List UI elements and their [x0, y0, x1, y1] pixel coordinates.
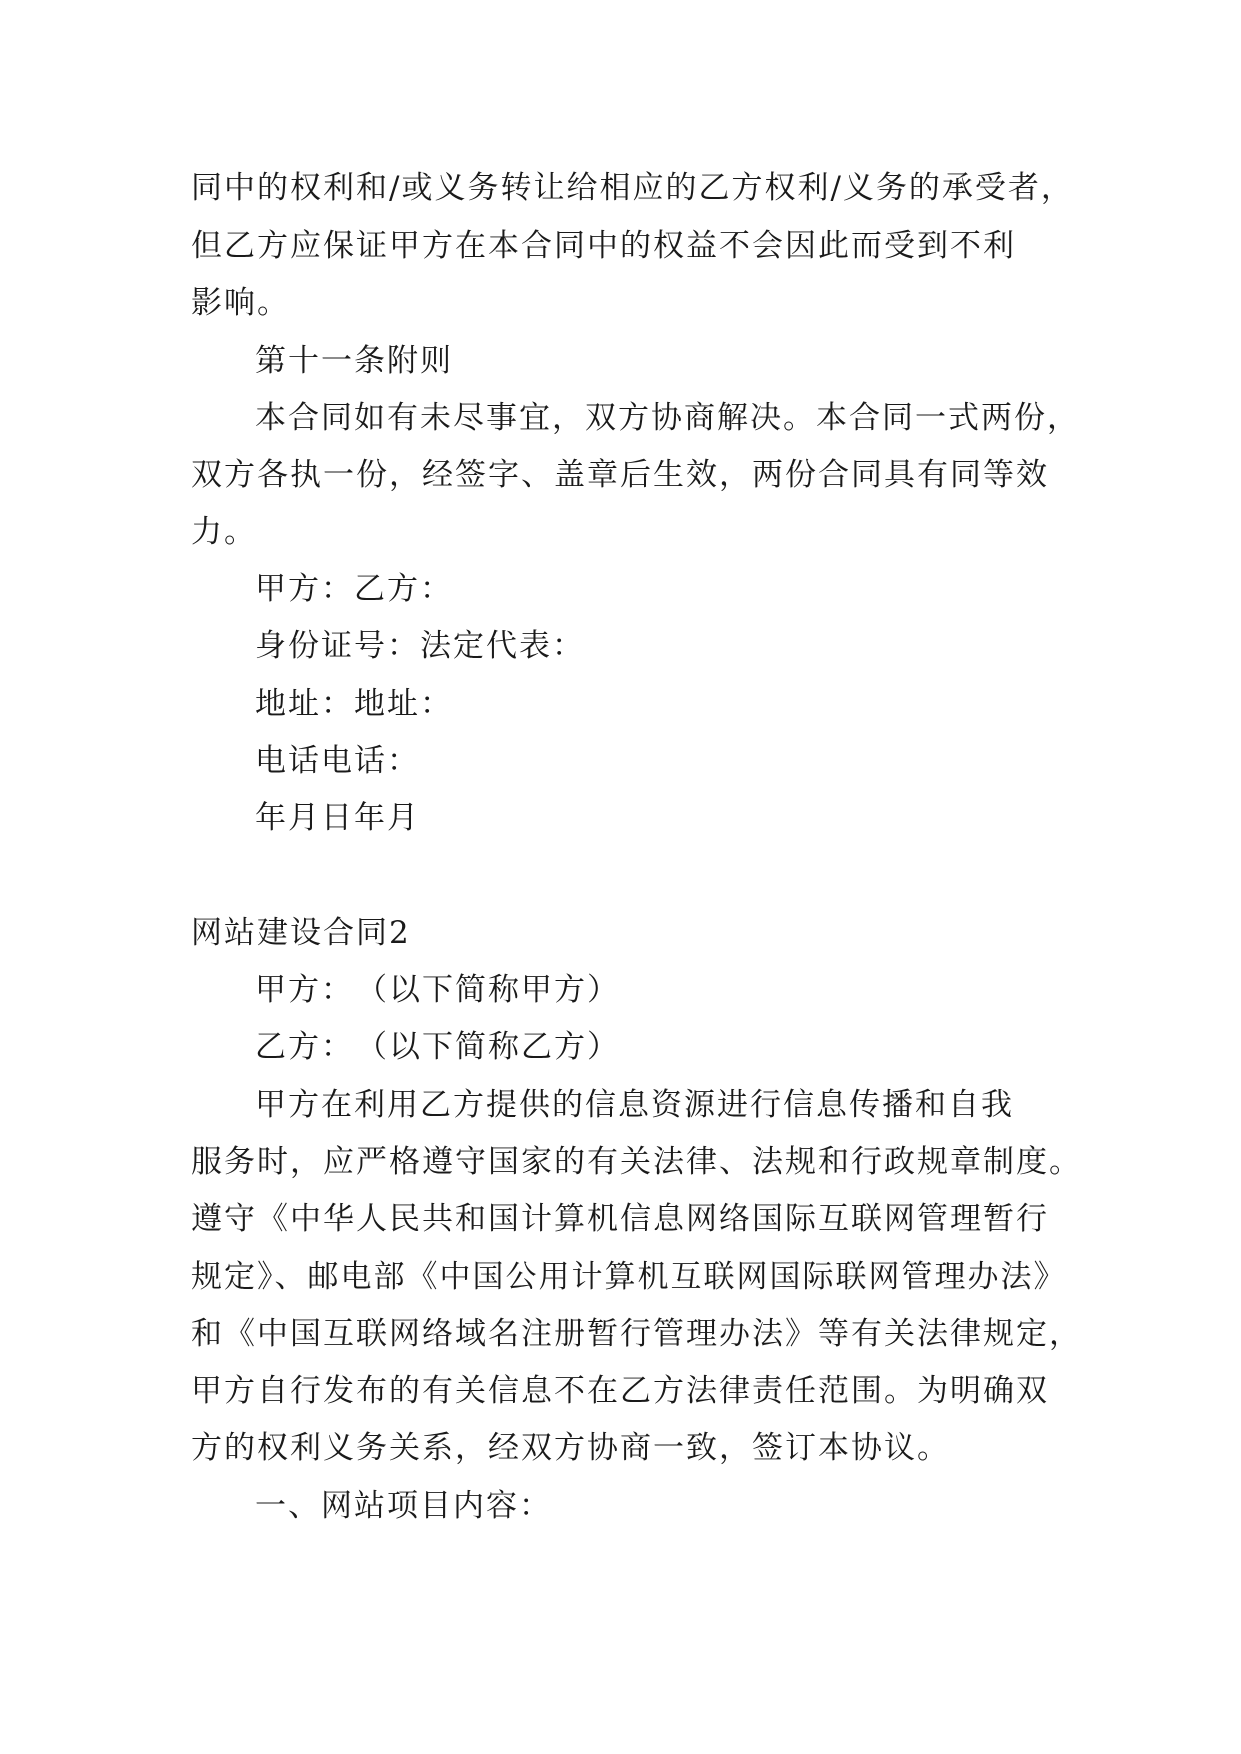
paragraph-line: 规定》、邮电部《中国公用计算机互联网国际联网管理办法》	[191, 1259, 1067, 1295]
document-title: 网站建设合同2	[191, 915, 411, 951]
paragraph-line: 甲方自行发布的有关信息不在乙方法律责任范围。为明确双	[191, 1373, 1049, 1409]
party-line: 乙方： （以下简称乙方）	[255, 1029, 620, 1065]
signature-line: 身份证号：法定代表：	[255, 628, 585, 664]
signature-line: 地址：地址：	[255, 686, 453, 722]
paragraph-line: 同中的权利和/或义务转让给相应的乙方权利/义务的承受者，	[191, 170, 1074, 206]
section-heading: 一、网站项目内容：	[255, 1488, 552, 1524]
signature-line: 电话电话：	[255, 743, 420, 779]
signature-line: 甲方：乙方：	[255, 571, 453, 607]
paragraph-line: 遵守《中华人民共和国计算机信息网络国际互联网管理暂行	[191, 1201, 1049, 1237]
signature-line: 年月日年月	[255, 800, 420, 836]
paragraph-line: 本合同如有未尽事宜，双方协商解决。本合同一式两份，	[255, 400, 1080, 436]
paragraph-line: 影响。	[191, 285, 290, 321]
party-line: 甲方： （以下简称甲方）	[255, 972, 620, 1008]
paragraph-line: 甲方在利用乙方提供的信息资源进行信息传播和自我	[255, 1087, 1014, 1123]
paragraph-line: 双方各执一份，经签字、盖章后生效，两份合同具有同等效	[191, 457, 1049, 493]
paragraph-line: 力。	[191, 514, 257, 550]
paragraph-line: 和《中国互联网络域名注册暂行管理办法》等有关法律规定，	[191, 1316, 1082, 1352]
section-heading: 第十一条附则	[255, 343, 453, 379]
paragraph-line: 方的权利义务关系，经双方协商一致，签订本协议。	[191, 1430, 950, 1466]
paragraph-line: 服务时，应严格遵守国家的有关法律、法规和行政规章制度。	[191, 1144, 1082, 1180]
paragraph-line: 但乙方应保证甲方在本合同中的权益不会因此而受到不利	[191, 228, 1016, 264]
